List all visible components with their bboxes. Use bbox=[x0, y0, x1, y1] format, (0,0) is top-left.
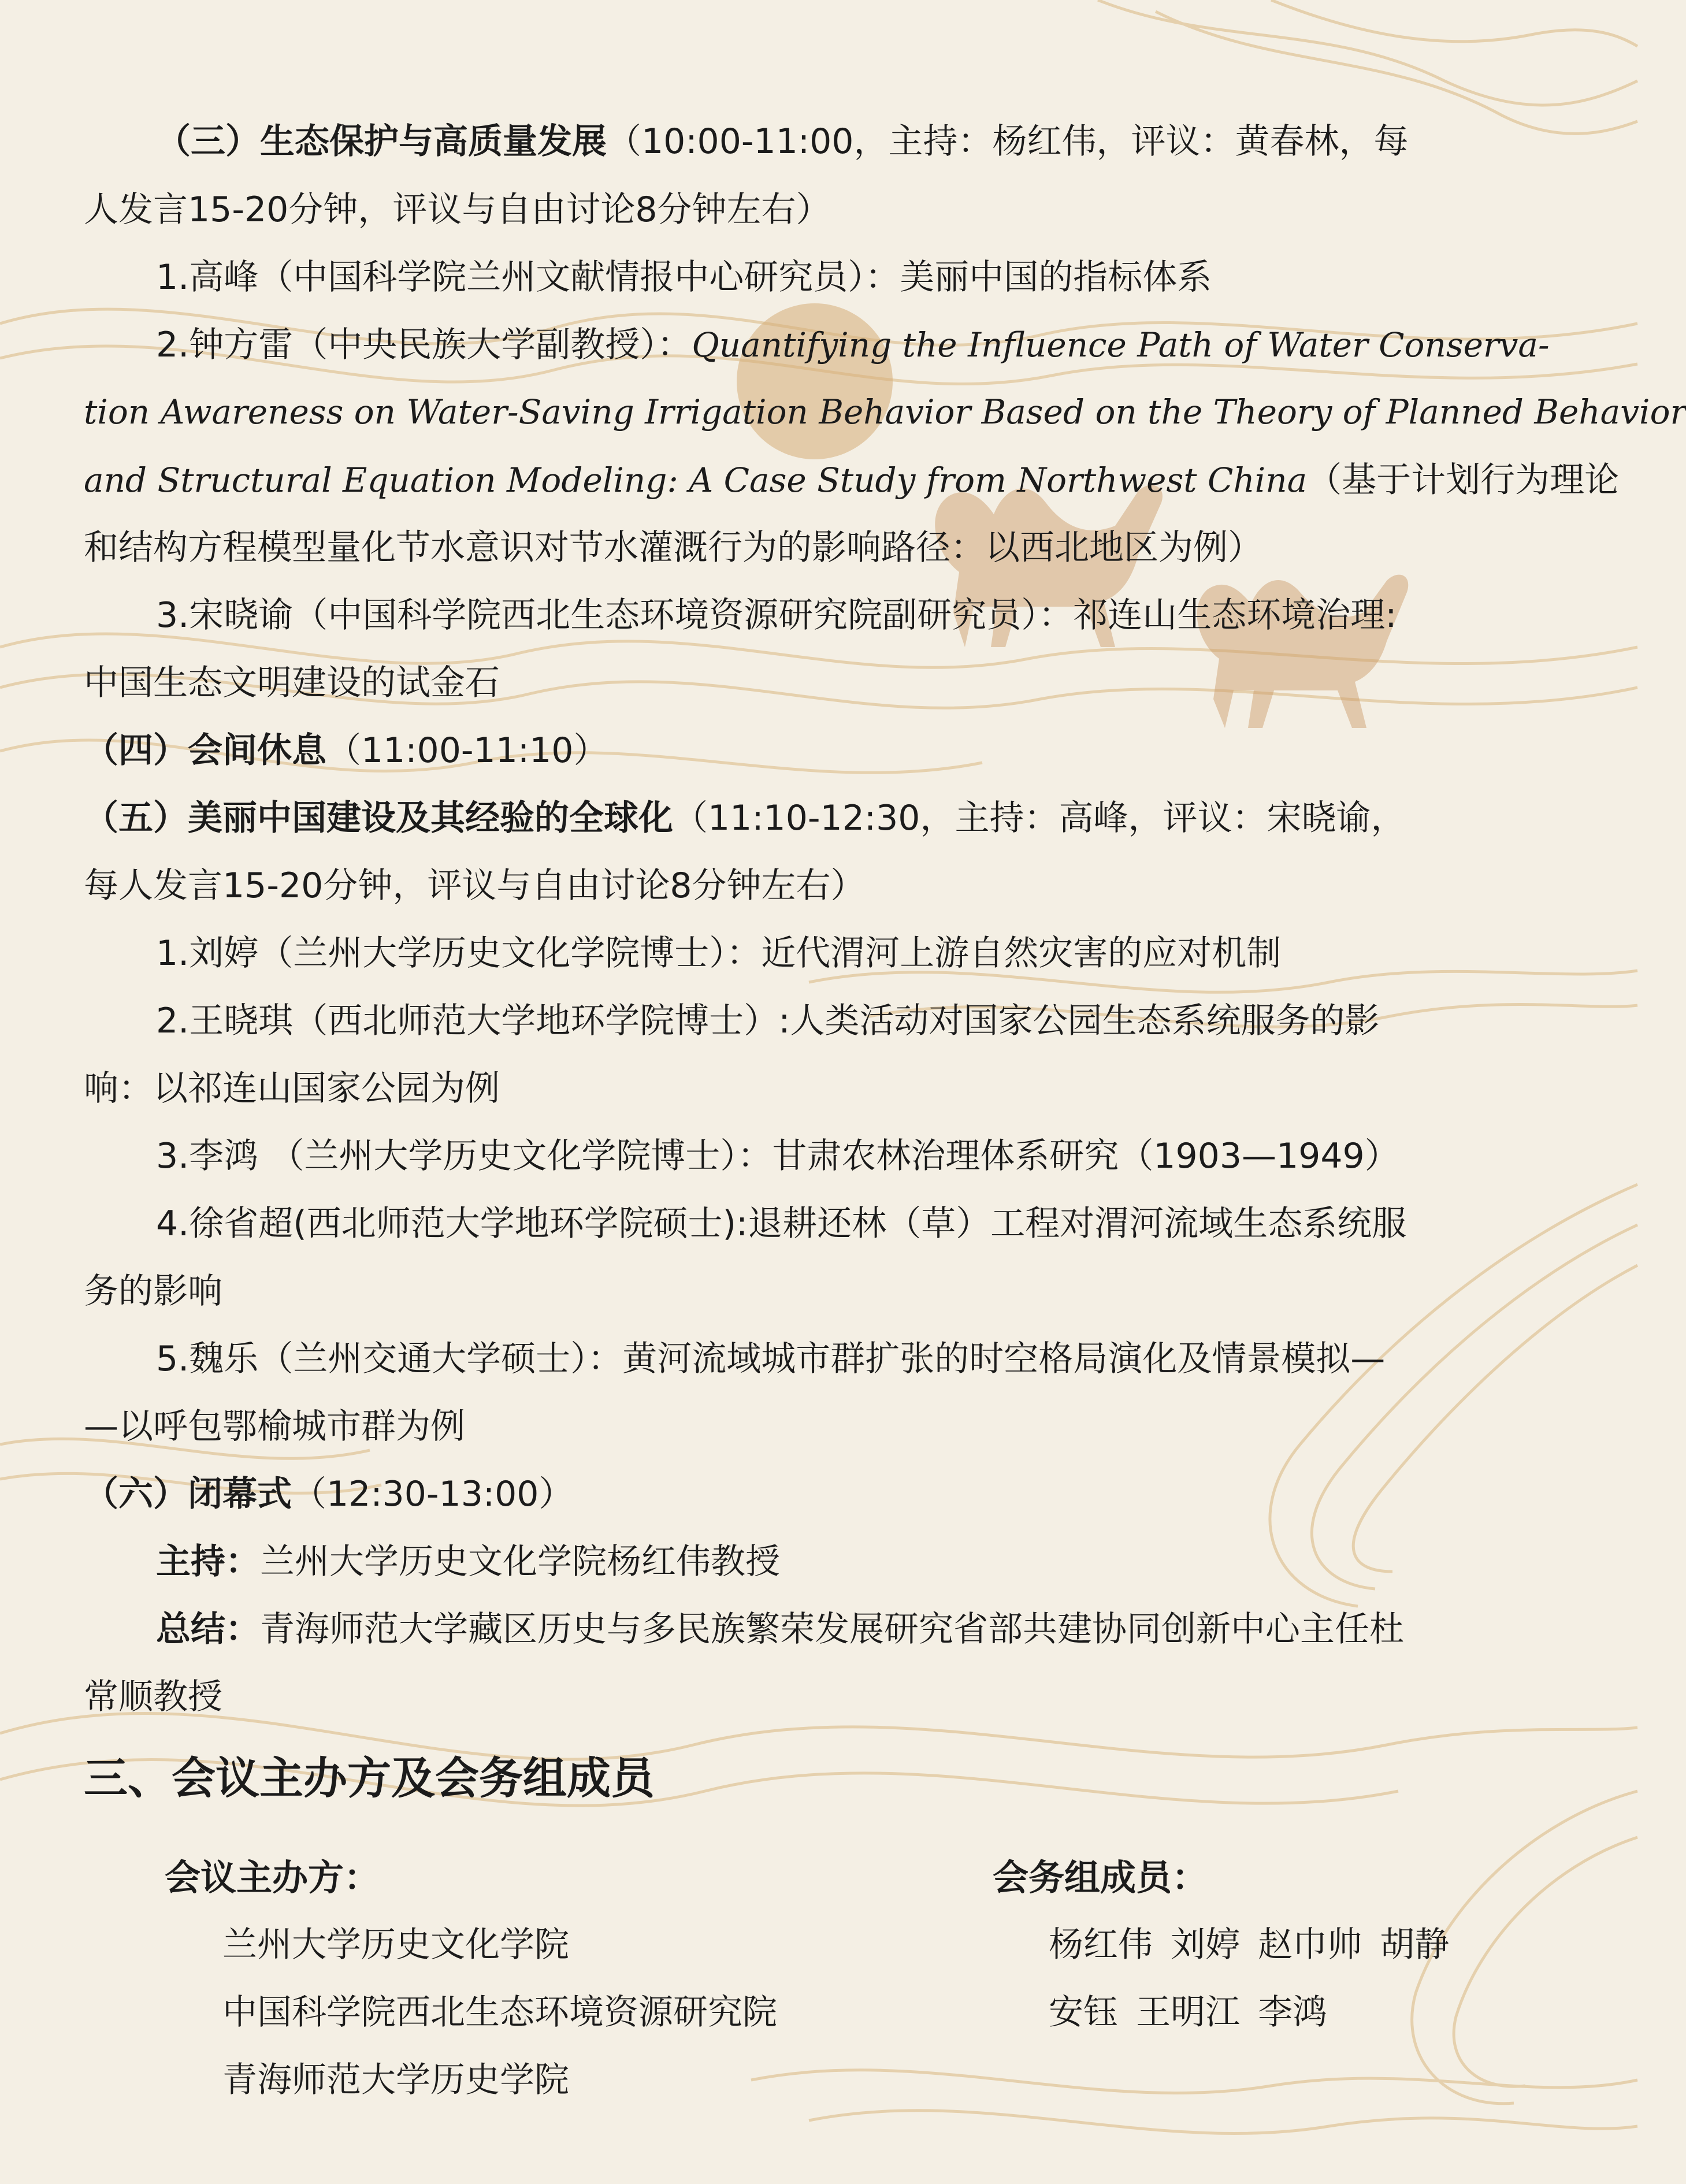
section-3-talk-1: 1.高峰（中国科学院兰州文献情报中心研究员）：美丽中国的指标体系 bbox=[156, 257, 1212, 298]
section-5-title: （五）美丽中国建设及其经验的全球化 bbox=[84, 798, 673, 838]
section-4-detail: （11:00-11:10） bbox=[326, 730, 608, 771]
closing-summary-label: 总结： bbox=[156, 1609, 260, 1650]
section-3-detail: （10:00-11:00，主持：杨红伟，评议：黄春林，每 bbox=[607, 121, 1409, 162]
talk-2-title-cn: （基于计划行为理论 bbox=[1307, 460, 1620, 500]
organizer-item: 兰州大学历史文化学院 bbox=[222, 1925, 569, 1965]
section-5-talk-4: 4.徐省超(西北师范大学地环学院硕士):退耕还林（草）工程对渭河流域生态系统服 bbox=[156, 1204, 1407, 1244]
section-5-talk-1: 1.刘婷（兰州大学历史文化学院博士）：近代渭河上游自然灾害的应对机制 bbox=[156, 933, 1282, 974]
section-3-talk-3: 3.宋晓谕（中国科学院西北生态环境资源研究院副研究员）：祁连山生态环境治理: bbox=[156, 595, 1397, 636]
section-5-talk-2-cont: 响：以祁连山国家公园为例 bbox=[84, 1068, 500, 1109]
section-3-talk-3-cont: 中国生态文明建设的试金石 bbox=[84, 663, 500, 703]
section-5-talk-5: 5.魏乐（兰州交通大学硕士）：黄河流域城市群扩张的时空格局演化及情景模拟— bbox=[156, 1339, 1386, 1379]
staff-row: 杨红伟 刘婷 赵巾帅 胡静 bbox=[1049, 1925, 1450, 1965]
section-5-detail: （11:10-12:30，主持：高峰，评议：宋晓谕， bbox=[673, 798, 1406, 838]
talk-2-title-en-tail: and Structural Equation Modeling: A Case Study from Northwest China bbox=[84, 460, 1308, 500]
section-3-header bbox=[156, 121, 1554, 162]
talk-2-speaker: 2.钟方雷（中央民族大学副教授）： bbox=[156, 325, 692, 365]
section-5-talk-2: 2.王晓琪（西北师范大学地环学院博士）:人类活动对国家公园生态系统服务的影 bbox=[156, 1001, 1380, 1041]
closing-host-value: 兰州大学历史文化学院杨红伟教授 bbox=[260, 1542, 780, 1582]
closing-host bbox=[156, 1542, 1554, 1582]
staff-label: 会务组成员： bbox=[993, 1856, 1208, 1899]
closing-host-label: 主持： bbox=[156, 1542, 260, 1582]
section-5-talk-5-cont: —以呼包鄂榆城市群为例 bbox=[84, 1406, 465, 1447]
section-4-header bbox=[84, 730, 1554, 771]
section-5-header bbox=[84, 798, 1554, 838]
organizer-item: 中国科学院西北生态环境资源研究院 bbox=[222, 1992, 777, 2033]
part-3-heading: 三、会议主办方及会务组成员 bbox=[84, 1752, 655, 1804]
section-3-title: （三）生态保护与高质量发展 bbox=[156, 121, 607, 162]
section-5-detail-cont: 每人发言15-20分钟，评议与自由讨论8分钟左右） bbox=[84, 866, 866, 906]
section-6-header bbox=[84, 1474, 1554, 1514]
section-5-talk-4-cont: 务的影响 bbox=[84, 1271, 222, 1312]
section-5-talk-3: 3.李鸿 （兰州大学历史文化学院博士）：甘肃农林治理体系研究（1903—1949） bbox=[156, 1136, 1399, 1176]
section-6-title: （六）闭幕式 bbox=[84, 1474, 292, 1514]
closing-summary bbox=[156, 1609, 1554, 1650]
section-3-talk-2 bbox=[156, 325, 1554, 365]
closing-summary-cont: 常顺教授 bbox=[84, 1677, 222, 1717]
staff-row: 安钰 王明江 李鸿 bbox=[1049, 1992, 1328, 2033]
organizers-label: 会议主办方： bbox=[165, 1856, 380, 1899]
talk-2-title-en-cont: tion Awareness on Water-Saving Irrigation Behavior Based on the Theory of Planned Behavior bbox=[84, 392, 1686, 432]
talk-2-title-en: Quantifying the Influence Path of Water Conserva- bbox=[692, 325, 1550, 365]
section-3-detail-cont: 人发言15-20分钟，评议与自由讨论8分钟左右） bbox=[84, 190, 831, 230]
closing-summary-value: 青海师范大学藏区历史与多民族繁荣发展研究省部共建协同创新中心主任杜 bbox=[260, 1609, 1404, 1650]
talk-2-title-cn-cont: 和结构方程模型量化节水意识对节水灌溉行为的影响路径：以西北地区为例） bbox=[84, 528, 1262, 568]
section-4-title: （四）会间休息 bbox=[84, 730, 326, 771]
section-6-detail: （12:30-13:00） bbox=[292, 1474, 574, 1514]
organizer-item: 青海师范大学历史学院 bbox=[222, 2060, 569, 2100]
talk-2-title-en-end bbox=[84, 460, 1620, 500]
